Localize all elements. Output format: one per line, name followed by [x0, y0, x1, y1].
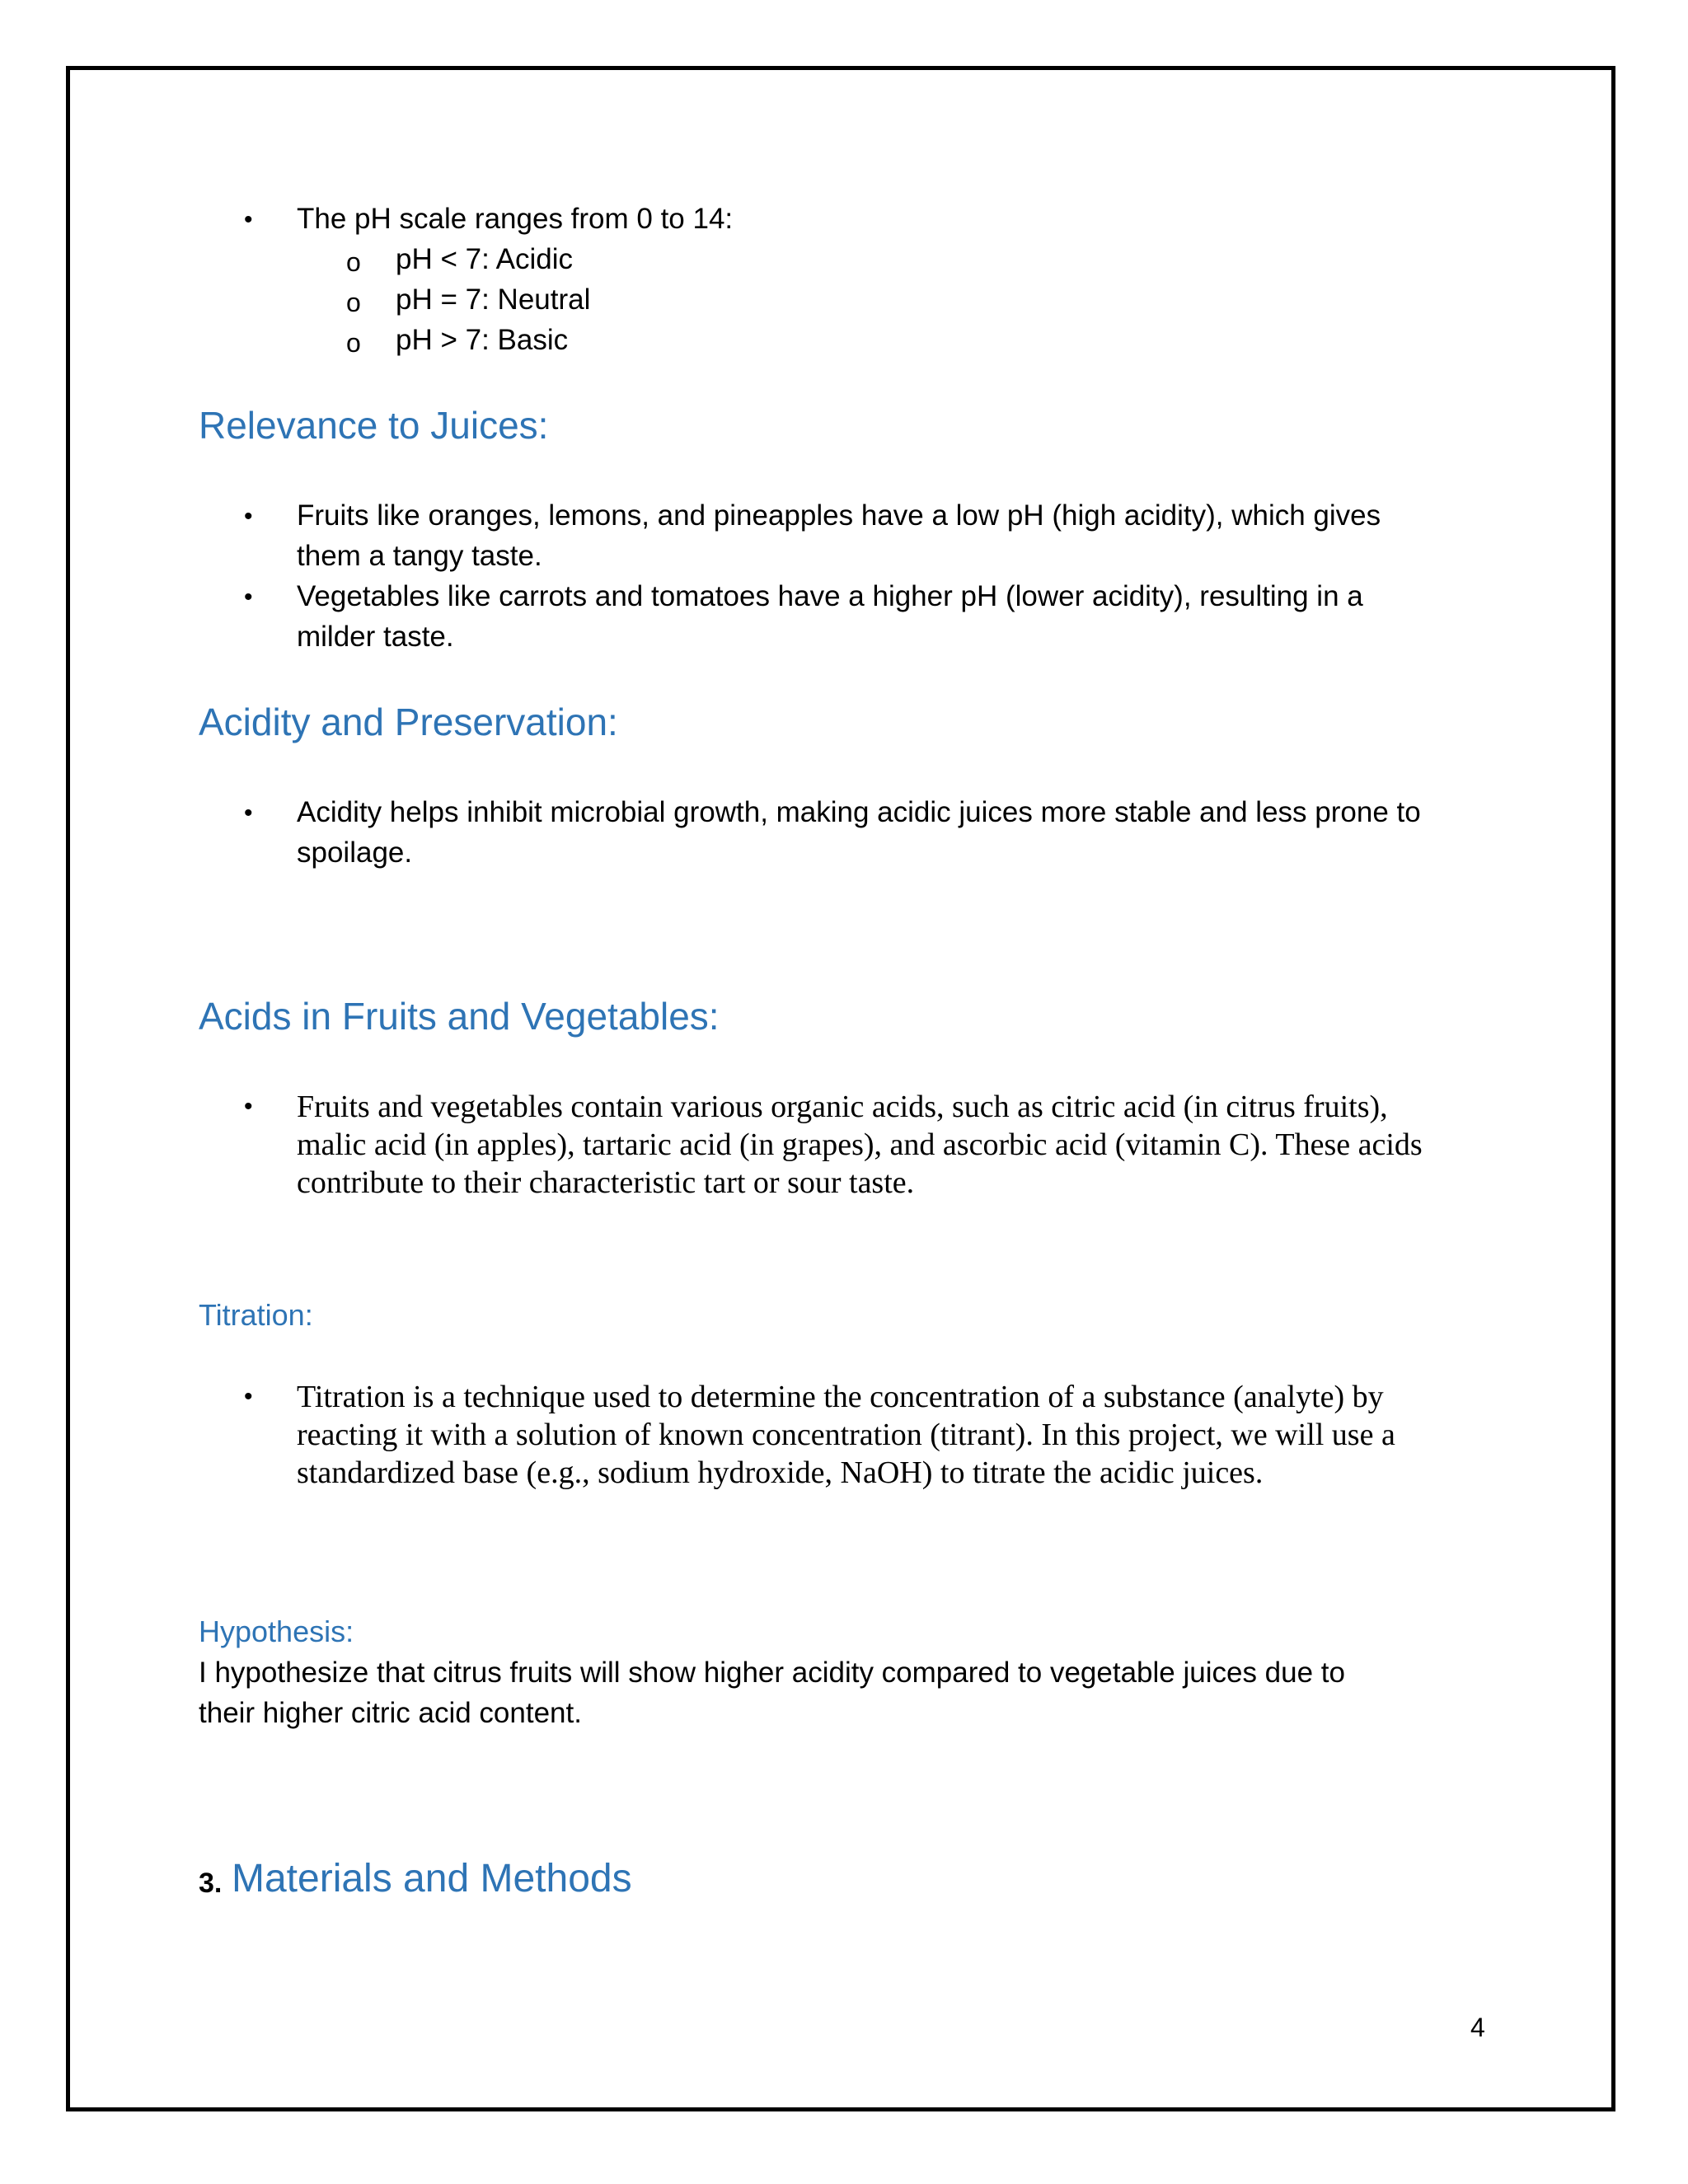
- page-number: 4: [1470, 2013, 1485, 2042]
- ph-scale-intro: The pH scale ranges from 0 to 14:: [297, 203, 734, 235]
- section-title: Materials and Methods: [232, 1857, 632, 1900]
- acids-bullet-line: malic acid (in apples), tartaric acid (in grapes), and ascorbic acid (vitamin C). These acids: [297, 1127, 1423, 1162]
- titration-bullet-line: standardized base (e.g., sodium hydroxide, NaOH) to titrate the acidic juices.: [297, 1455, 1264, 1490]
- relevance-bullet-line: them a tangy taste.: [297, 540, 542, 572]
- bullet-icon: •: [244, 1093, 253, 1120]
- ph-scale-item: pH > 7: Basic: [396, 324, 569, 356]
- hypothesis-line: their higher citric acid content.: [199, 1697, 582, 1729]
- bullet-icon: •: [244, 503, 253, 530]
- page-border: [66, 66, 1615, 2111]
- bullet-icon: •: [244, 1383, 253, 1410]
- relevance-heading: Relevance to Juices:: [199, 404, 549, 447]
- acids-bullet-line: Fruits and vegetables contain various organic acids, such as citric acid (in citrus fruits),: [297, 1090, 1388, 1124]
- bullet-icon: •: [244, 206, 253, 233]
- preservation-bullet-line: Acidity helps inhibit microbial growth, making acidic juices more stable and less prone to: [297, 796, 1421, 828]
- sub-bullet-icon: o: [346, 328, 361, 358]
- bullet-icon: •: [244, 583, 253, 611]
- hypothesis-heading: Hypothesis:: [199, 1615, 354, 1648]
- hypothesis-line: I hypothesize that citrus fruits will show higher acidity compared to vegetable juices due to: [199, 1657, 1345, 1689]
- relevance-bullet-line: Fruits like oranges, lemons, and pineapples have a low pH (high acidity), which gives: [297, 499, 1381, 532]
- sub-bullet-icon: o: [346, 247, 361, 277]
- ph-scale-item: pH < 7: Acidic: [396, 243, 573, 275]
- titration-bullet-line: reacting it with a solution of known concentration (titrant). In this project, we will use a: [297, 1418, 1395, 1452]
- preservation-bullet-line: spoilage.: [297, 837, 413, 869]
- acids-heading: Acids in Fruits and Vegetables:: [199, 995, 720, 1038]
- bullet-icon: •: [244, 799, 253, 827]
- relevance-bullet-line: Vegetables like carrots and tomatoes have a higher pH (lower acidity), resulting in a: [297, 580, 1363, 612]
- preservation-heading: Acidity and Preservation:: [199, 701, 618, 743]
- titration-heading: Titration:: [199, 1298, 313, 1332]
- sub-bullet-icon: o: [346, 288, 361, 317]
- section-number: 3.: [199, 1868, 223, 1899]
- acids-bullet-line: contribute to their characteristic tart or sour taste.: [297, 1165, 915, 1200]
- titration-bullet-line: Titration is a technique used to determine the concentration of a substance (analyte) by: [297, 1380, 1384, 1414]
- relevance-bullet-line: milder taste.: [297, 621, 454, 653]
- ph-scale-item: pH = 7: Neutral: [396, 284, 591, 316]
